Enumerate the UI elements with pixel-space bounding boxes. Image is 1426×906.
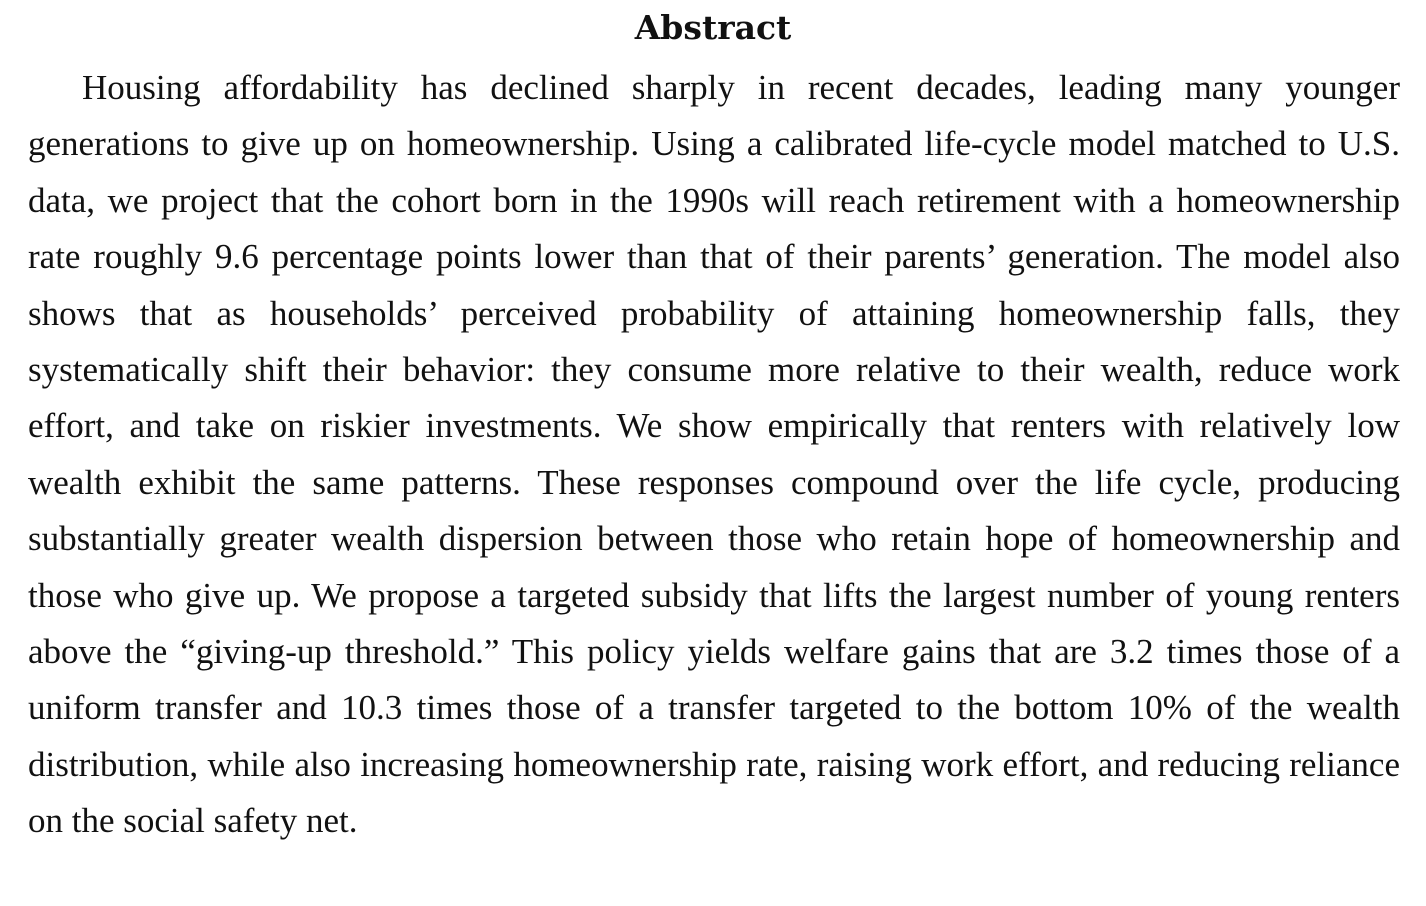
abstract-heading: Abstract <box>634 8 792 47</box>
abstract-paragraph: Housing affordability has declined sharply in recent decades, leading many younger generations to give up on homeownership. Using a calibrated life-cycle model matched to U.S. data, we project that the cohort born in the 1990s will reach retirement with a homeownership rate roughly 9.6 percentage points lower than that of their parents’ generation. The model also shows that as households’ perceived probability of attaining homeownership falls, they systematically shift their behavior: they consume more relative to their wealth, reduce work effort, and take on riskier investments. We show empirically that renters with relatively low wealth exhibit the same patterns. These responses compound over the life cycle, producing substantially greater wealth dispersion between those who retain hope of homeownership and those who give up. We propose a targeted subsidy that lifts the largest number of young renters above the “giving-up threshold.” This policy yields welfare gains that are 3.2 times those of a uniform transfer and 10.3 times those of a transfer targeted to the bottom 10% of the wealth distribution, while also increasing homeownership rate, raising work effort, and reducing reliance on the social safety net. <box>28 68 1400 841</box>
